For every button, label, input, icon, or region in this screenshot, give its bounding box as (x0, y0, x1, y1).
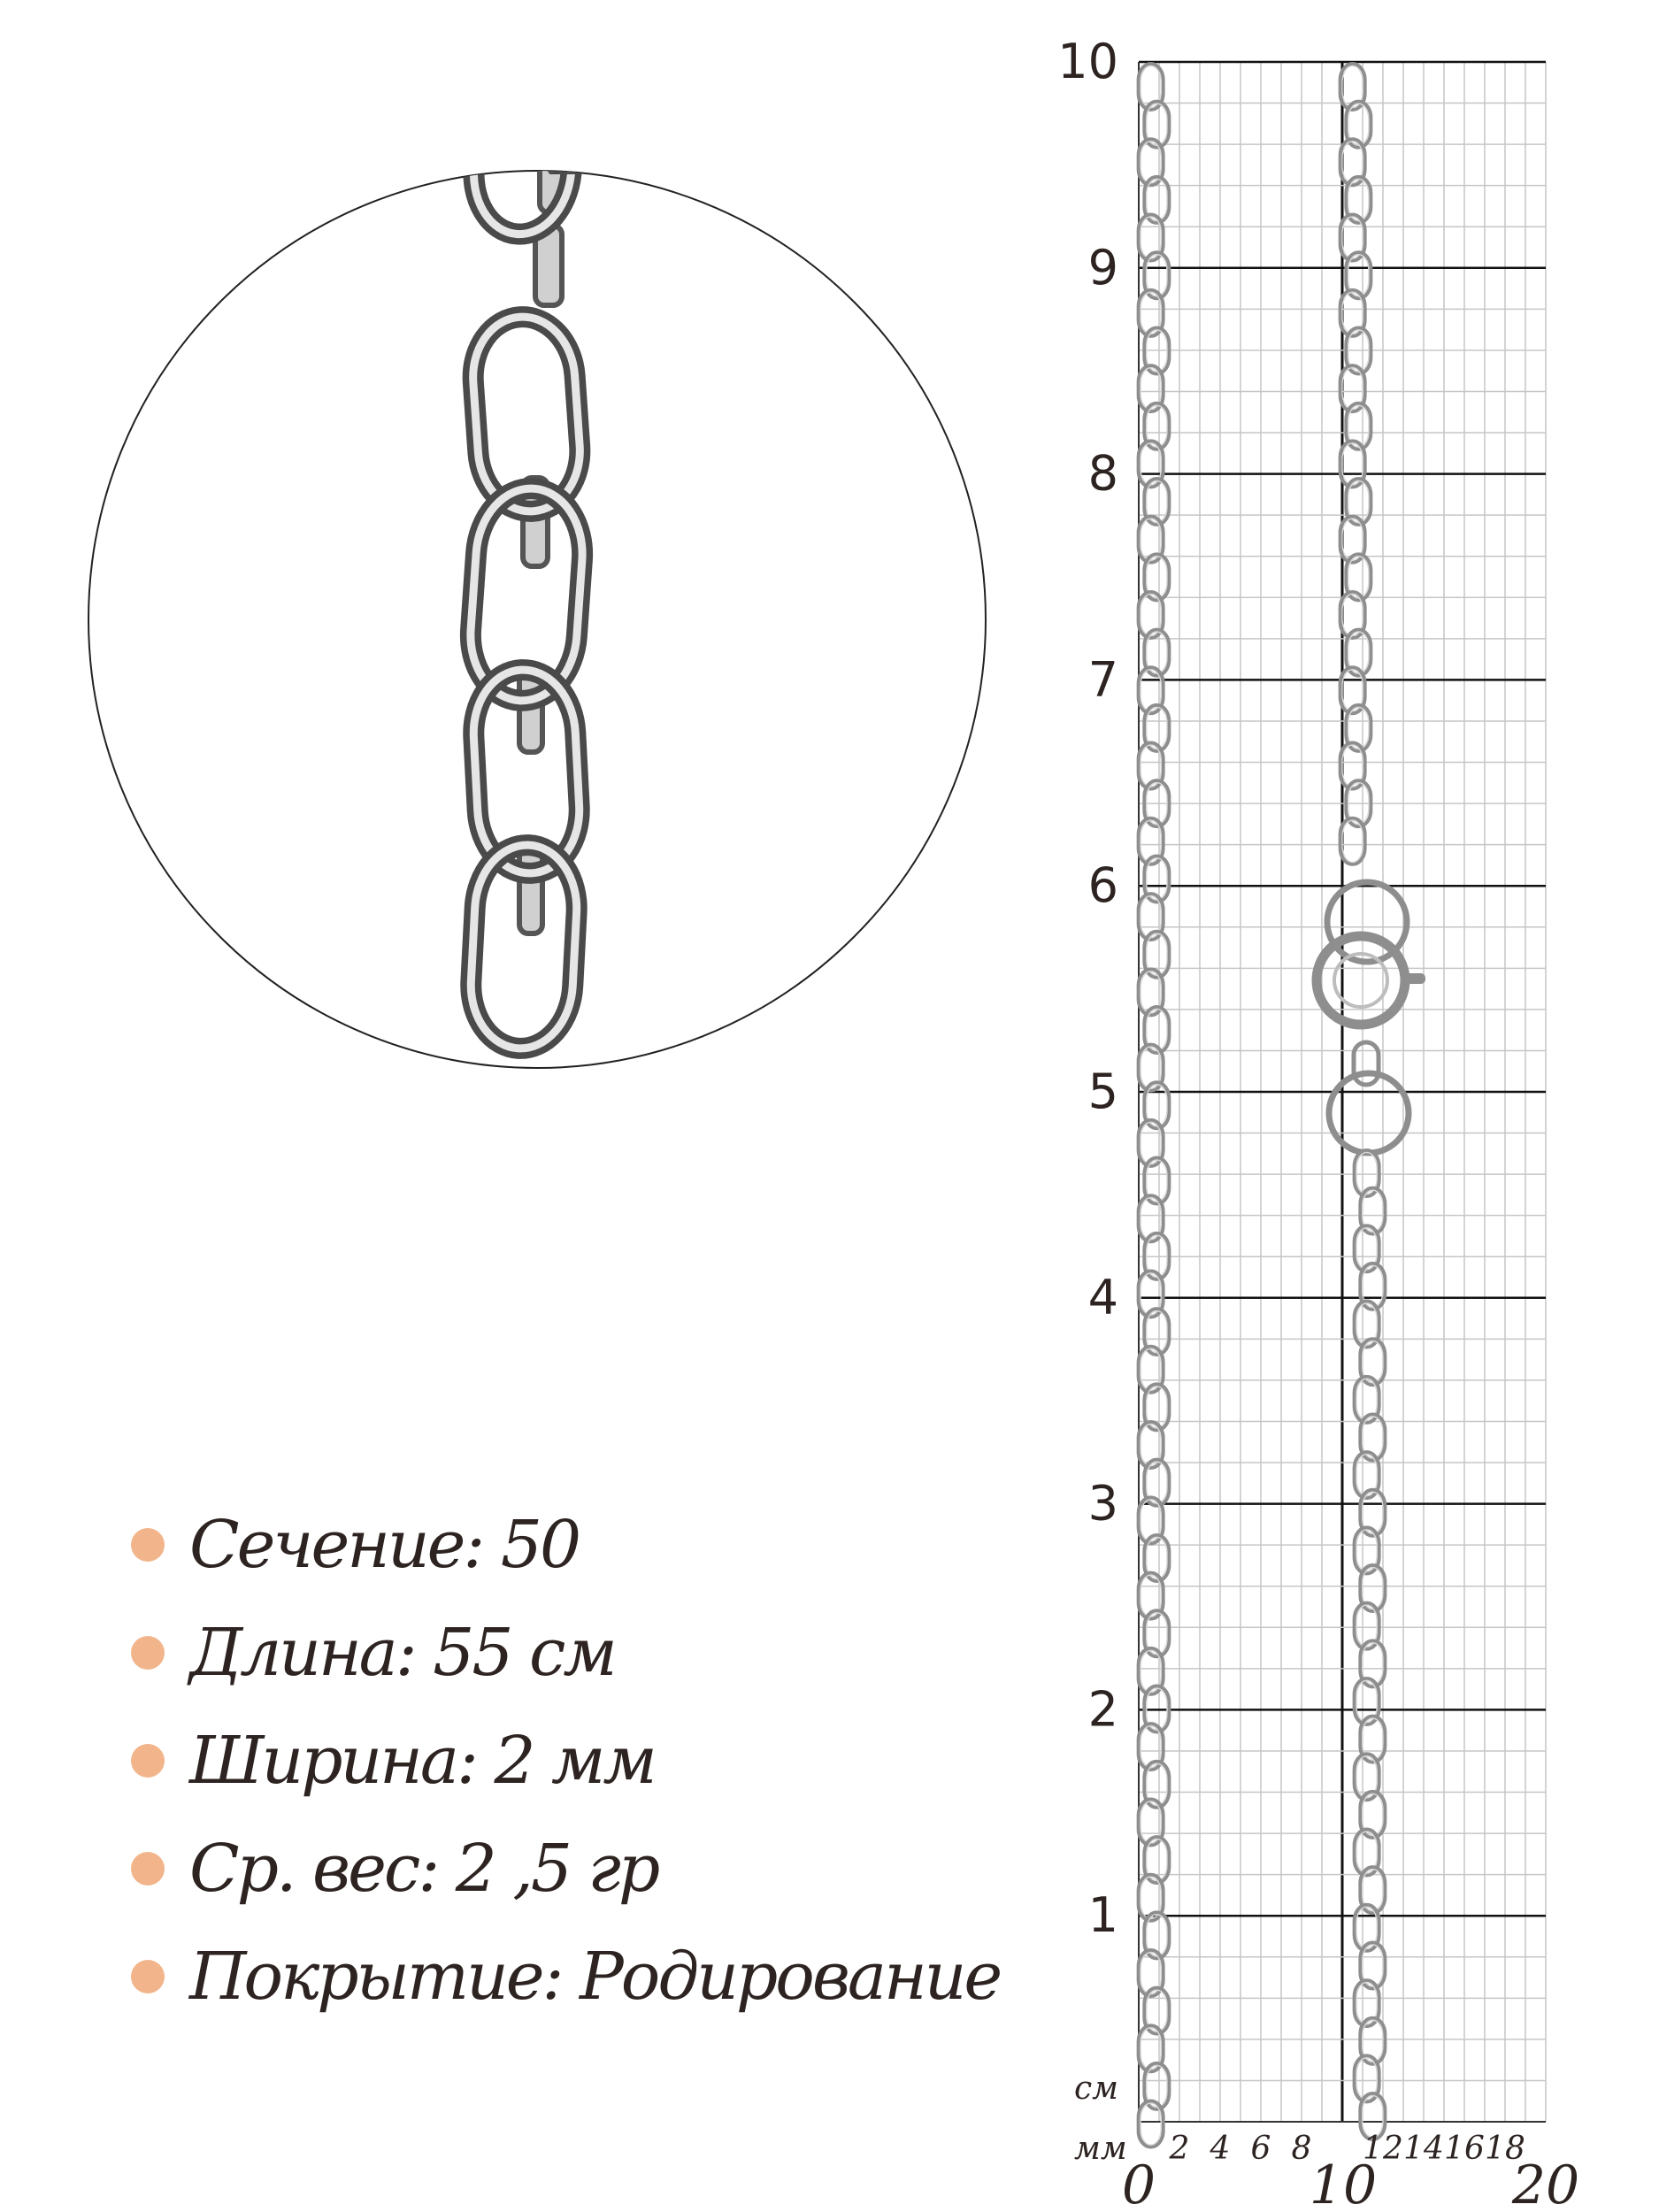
ruler-cm-label: 9 (1087, 239, 1118, 296)
spec-item-section (131, 1491, 927, 1599)
ruler-unit-cm: см (1074, 2070, 1119, 2107)
ruler-x-label: 0 (1121, 2154, 1156, 2212)
ruler-mm-label: 14 (1403, 2131, 1444, 2167)
ruler-cm-label: 1 (1087, 1887, 1118, 1944)
measurement-ruler (1057, 34, 1579, 2212)
ruler-cm-label: 6 (1087, 857, 1118, 914)
bullet-dot-icon (131, 1636, 165, 1670)
zoom-circle (88, 27, 986, 1068)
ruler-unit-mm: мм (1074, 2131, 1127, 2167)
ruler-mm-label: 16 (1444, 2131, 1485, 2167)
ruler-mm-label: 8 (1291, 2131, 1312, 2167)
bullet-dot-icon (131, 1960, 165, 1993)
spec-text: Длина: 55 см (189, 1615, 615, 1691)
ruler-x-label: 10 (1309, 2154, 1378, 2212)
spec-text: Ширина: 2 мм (189, 1723, 655, 1799)
ruler-cm-labels (1057, 34, 1118, 1943)
spec-text: Сечение: 50 (189, 1507, 580, 1583)
ruler-x-label: 20 (1511, 2154, 1580, 2212)
bullet-dot-icon (131, 1528, 165, 1562)
spec-text: Покрытие: Родирование (189, 1939, 1001, 2015)
ruler-mm-label: 2 (1169, 2131, 1190, 2167)
spec-item-width (131, 1707, 927, 1815)
spec-item-weight (131, 1815, 927, 1923)
spec-item-length (131, 1599, 927, 1707)
spec-item-coating (131, 1923, 1001, 2031)
zoomed-chain-top-strand (509, 133, 575, 168)
spec-text: Ср. вес: 2 ,5 гр (189, 1831, 658, 1907)
ruler-cm-label: 2 (1087, 1681, 1118, 1738)
ruler-mm-label: 12 (1363, 2131, 1403, 2167)
ruler-cm-label: 5 (1087, 1064, 1118, 1119)
ruler-mm-label: 18 (1485, 2131, 1525, 2167)
spec-list (131, 1491, 1001, 2031)
ruler-cm-label: 7 (1087, 651, 1118, 708)
clasp-lever (1402, 973, 1425, 984)
ruler-mm-label: 4 (1210, 2131, 1231, 2167)
bullet-dot-icon (131, 1852, 165, 1886)
zoomed-side-link (519, 845, 542, 933)
ruler-cm-label: 8 (1087, 445, 1118, 502)
bullet-dot-icon (131, 1744, 165, 1778)
ruler-cm-label: 3 (1087, 1475, 1118, 1532)
ruler-cm-label: 4 (1087, 1269, 1118, 1325)
ruler-cm-label: 10 (1057, 34, 1118, 89)
ruler-mm-label: 6 (1250, 2131, 1271, 2167)
